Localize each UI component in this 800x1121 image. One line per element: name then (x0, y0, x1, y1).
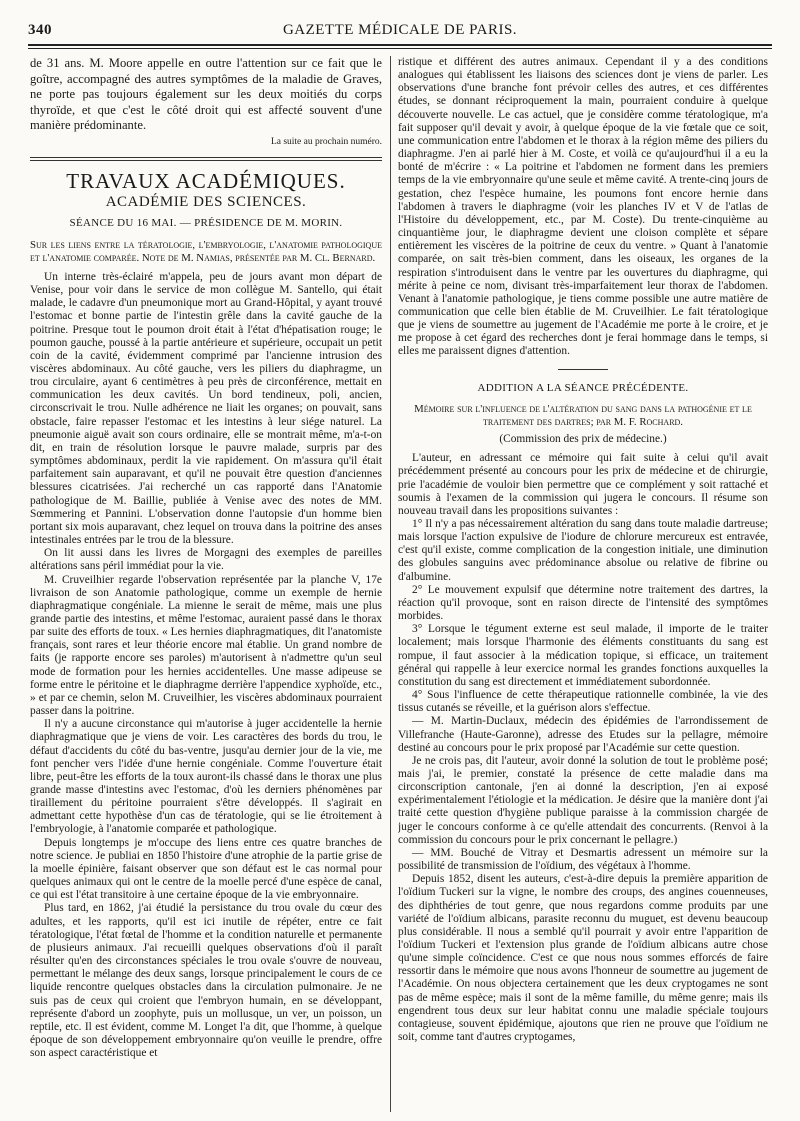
page-header (28, 22, 772, 44)
paragraph: 4° Sous l'influence de cette thérapeutique rationnelle combinée, la vie des tissus cutanés se réveille, et la guérison alors s'effectue. (398, 689, 768, 715)
paragraph: Je ne crois pas, dit l'auteur, avoir donné la solution de tout le problème posé; mais j'ai, le premier, constaté la présence de cette maladie dans ma circonscription cantonale, j'en ai donné la description, j'en ai exposé expérimentalement l'étiologie et la médication. Je désire que la manière dont j'ai traité cette question d'hygiène publique paraisse à la commission chargée de juger le concours conforme à ce qu'elle attendait des concurrents. (Renvoi à la commission du concours pour le prix concernant le pellagre.) (398, 754, 768, 846)
header-rule-thin (28, 48, 772, 49)
section-divider (30, 157, 382, 158)
paragraph: 2° Le mouvement expulsif que détermine notre traitement des dartres, la réaction qu'il provoque, sont en raison directe de l'intensité des symptômes morbides. (398, 583, 768, 623)
section-divider-thin (30, 160, 382, 161)
paragraph: M. Cruveilhier regarde l'observation représentée par la planche V, 17e livraison de son Anatomie pathologique, comme un exemple de hernie diaphragmatique congéniale. La mienne le serait de même, mais une plus grande partie des intestins, et même l'estomac, auraient passé dans le thorax par suite des efforts de toux. « Les hernies diaphragmatiques, dit l'anatomiste français, sont rares et leur théorie encore mal établie. Un grand nombre de faits (je rapporte encore ses paroles) m'autorisent à n'admettre qu'un seul mode de formation pour les hernies accidentelles. Une masse adipeuse se forme entre le péritoine et le diaphragme derrière l'appendice xyphoïde, etc., » et par ce chemin, selon M. Cruveilhier, les viscères abdominaux pourraient passer dans la poitrine. (30, 573, 382, 718)
memoir-title: Mémoire sur l'influence de l'altération du sang dans la pathogénie et le traitement des dartres; par M. F. Rochard. (414, 402, 752, 428)
paragraph: L'auteur, en adressant ce mémoire qui fait suite à celui qu'il avait précédemment présenté au concours pour les prix de médecine et de chirurgie, prie l'académie de vouloir bien permettre que ce complément y soit rattaché et soumis à l'examen de la commission qui jugera le concours. Il résume son nouveau travail dans les propositions suivantes : (398, 452, 768, 517)
session-line: SÉANCE DU 16 MAI. — PRÉSIDENCE DE M. MORIN. (69, 217, 343, 230)
paragraph: Plus tard, en 1862, j'ai étudié la persistance du trou ovale du cœur des adultes, et les rapports, qu'il est ici inutile de répéter, entre ce fait tératologique, l'état fœtal de l'homme et la condition naturelle et permanente de plusieurs animaux. J'ai recueilli quelques observations d'où il paraît résulter qu'en des circonstances spéciales le trou ovale s'ouvre de nouveau, permettant le mélange des deux sangs, lorsque principalement le cours de ce liquide rencontre quelques obstacles dans la circulation pulmonaire. Je ne suis pas de ceux qui croient que l'embryon humain, en se développant, représente d'abord un zoophyte, puis un mollusque, un ver, un poisson, un reptile, etc. Il est évident, comme M. Longet l'a dit, que l'homme, à quelque époque de son développement embryonnaire qu'on veuille le prendre, offre son aspect caractéristique et (30, 902, 382, 1060)
paragraph: 1° Il n'y a pas nécessairement altération du sang dans toute maladie dartreuse; mais lorsque l'action expulsive de l'iodure de chlorure mercureux est entravée, c'est qu'il existe, comme complication de la congestion initiale, une diminution des globules sanguins avec prédominance absolue ou relative de fibrine ou d'albumine. (398, 518, 768, 583)
continued-text: de 31 ans. M. Moore appelle en outre l'attention sur ce fait que le goître, accompagné des autres symptômes de la maladie de Graves, ne porte pas toujours également sur les deux moitiés du corps thyroïde, et que c'est le côté droit qui est affecté souvent d'une manière prédominante. (30, 56, 382, 133)
memoir-title: Sur les liens entre la tératologie, l'embryologie, l'anatomie pathologique et l'anatomie comparée. Note de M. Namias, présentée par M. Cl. Bernard. (30, 238, 382, 264)
short-divider (558, 369, 608, 370)
paragraph: Il n'y a aucune circonstance qui m'autorise à juger accidentelle la hernie diaphragmatique que je viens de voir. Les caractères des bords du trou, le défaut d'accidents du côté du bas-ventre, jusqu'au dernier jour de la vie, me font pencher vers l'idée d'une hernie congéniale. Comme l'ouverture était libre, peut-être les efforts de la toux auront-ils chassé dans le thorax une plus grande masse d'intestins avec l'estomac, d'où les derniers phénomènes par tiraillement du péritoine pourraient s'être développés. Il s'agirait en admettant cette hypothèse d'un cas de tératologie, qui se lie étroitement à l'embryologie, à l'anatomie comparée et pathologique. (30, 718, 382, 836)
paragraph: ristique et différent des autres animaux. Cependant il y a des conditions analogues qui établissent les liaisons des sciences dont je viens de parler. Les observations d'une branche font prévoir celles des autres, et ces différentes études, se donnant réciproquement la main, pourraient conduire à quelque découverte nouvelle. Le cas actuel, que je considère comme tératologique, m'a fait supposer qu'il devait y avoir, à quelque époque de la vie fœtale que ce soit, une communication entre l'abdomen et le thorax à la région même des piliers du diaphragme. J'en ai parlé hier à M. Coste, et voilà ce qu'aujourd'hui il a eu la bonté de m'écrire : « La poitrine et l'abdomen ne forment dans les premiers temps de la vie embryonnaire qu'une seule et même cavité. A trente-cinq jours de gestation, chez l'espèce humaine, les poumons font encore hernie dans l'abdomen à travers le diaphragme (voir les planches IV et V de l'atlas de l'Histoire du développement, etc., par M. Coste). Du trente-cinquième au cinquantième jour, le diaphragme devient une cloison complète et sépare entièrement les viscères de la poitrine de ceux du ventre. » Quant à l'anatomie comparée, on sait très-bien comment, dans les oiseaux, les organes de la respiration s'introduisent dans le ventre par les ouvertures du diaphragme, qui mérite à peine ce nom, divisant très-imparfaitement leur thorax de l'abdomen. Venant à l'anatomie pathologique, je tiens comme possible une autre matière de communication que celle bien établie de M. Cruveilhier. Le fait tératologique que je viens de soumettre au jugement de l'Académie me porte à le croire, et je me propose à cet égard des recherches dont je ferai hommage dans le temps, si elles me paraissent dignes d'attention. (398, 56, 768, 358)
journal-title: GAZETTE MÉDICALE DE PARIS. (282, 22, 518, 38)
section-title: TRAVAUX ACADÉMIQUES. (66, 169, 346, 194)
to-be-continued-note: La suite au prochain numéro. (270, 136, 382, 147)
left-column (30, 56, 382, 1114)
column-divider (390, 56, 391, 1112)
paragraph: Depuis 1852, disent les auteurs, c'est-à-dire depuis la première apparition de l'oïdium Tuckeri sur la vigne, le nombre des croups, des angines couenneuses, des diphthéries de tout genre, que nous regardons comme produits par une variété de l'oïdium albicans, parasite reconnu du muguet, est devenu beaucoup plus considérable. Il nous a semblé qu'il pourrait y avoir entre l'apparition de l'oïdium Tuckeri et l'extension plus grande de l'oïdium albicans autre chose qu'une simple coïncidence. C'est ce que nous nous sommes efforcés de faire ressortir dans le mémoire que nous avons l'honneur de soumettre au jugement de l'Académie. On nous objectera certainement que les deux cryptogames ne sont pas de même espèce; mais il sont de la même famille, du même genre; mais ils engendrent tous deux sur leur habitat connu une maladie spéciale toujours contagieuse, souvent épidémique, ajoutons que rien ne prouve que l'oïdium ne soit, comme tant d'autres cryptogames, (398, 873, 768, 1044)
paragraph: 3° Lorsque le tégument externe est seul malade, il importe de le traiter localement; mais lorsque l'harmonie des éléments constituants du sang est rompue, il faut associer à la médication topique, si efficace, un traitement général qui rappelle à leur exercice normal les grandes fonctions auxquelles la constitution du sang est directement et immédiatement subordonnée. (398, 623, 768, 688)
page-number: 340 (28, 22, 52, 38)
paragraph: — M. Martin-Duclaux, médecin des épidémies de l'arrondissement de Villefranche (Haute-Garonne), adresse des Etudes sur la pellagre, mémoire destiné au concours pour le prix proposé par l'Académie sur cette question. (398, 715, 768, 754)
paragraph: Un interne très-éclairé m'appela, peu de jours avant mon départ de Venise, pour voir dans le service de mon collègue M. Santello, qui était malade, le cadavre d'un pneumonique mort au Grand-Hôpital, y ayant trouvé l'estomac et bonne partie de l'intestin grêle dans la cavité gauche de la poitrine. Presque tout le poumon droit était à l'état d'hépatisation rouge; le poumon gauche, poussé à la partie antérieure et supérieure, occupait un petit coin de la cavité, évidemment comprimé par l'ancienne intrusion des viscères abdominaux. Au côté gauche, vers les piliers du diaphragme, un trou circulaire, ayant 6 centimètres à peu près de circonférence, mettait en communication les deux cavités. Un bord tendineux, poli, ancien, circonscrivait le trou. Nulle adhérence ne liait les organes; on pouvait, sans obstacle, faire repasser l'estomac et les intestins à leur siége naturel. La pneumonie aiguë avait son cours ordinaire, elle se montrait même, m'a-t-on dit, en train de résolution lorsque le pauvre malade, surpris par des symptômes abdominaux, perdit la vie rapidement. On m'assura qu'il était parfaitement sain auparavant, et qu'il ne pouvait être question d'anciennes blessures cicatrisées. J'ai recherché un cas rapporté dans l'Anatomie pathologique de M. Baillie, publiée à Venise avec des notes de MM. Sœmmering et Pannini. L'observation donne l'autopsie d'un homme bien portant six mois auparavant, chez lequel on trouva dans la poitrine des anses intestinales entrées par le trou de la blessure. (30, 270, 382, 547)
header-rule (28, 44, 772, 46)
paragraph: Depuis longtemps je m'occupe des liens entre ces quatre branches de notre science. Je publiai en 1850 l'histoire d'une atrophie de la partie grise de la moelle épinière, faisant observer que son défaut est le cas normal pour quelques animaux qui ont le centre de la moelle percé d'une espèce de canal, ce qui est l'état transitoire à une certaine époque de la vie embryonnaire. (30, 836, 382, 902)
paragraph: — MM. Bouché de Vitray et Desmartis adressent un mémoire sur la possibilité de transmission de l'oïdium, des végétaux à l'homme. (398, 846, 768, 873)
addition-heading: ADDITION A LA SÉANCE PRÉCÉDENTE. (477, 381, 689, 394)
academy-title: ACADÉMIE DES SCIENCES. (105, 194, 307, 211)
paragraph: On lit aussi dans les livres de Morgagni des exemples de pareilles altérations sans péril immédiat pour la vie. (30, 547, 382, 573)
right-column (398, 56, 768, 1114)
commission-note: (Commission des prix de médecine.) (499, 433, 667, 446)
